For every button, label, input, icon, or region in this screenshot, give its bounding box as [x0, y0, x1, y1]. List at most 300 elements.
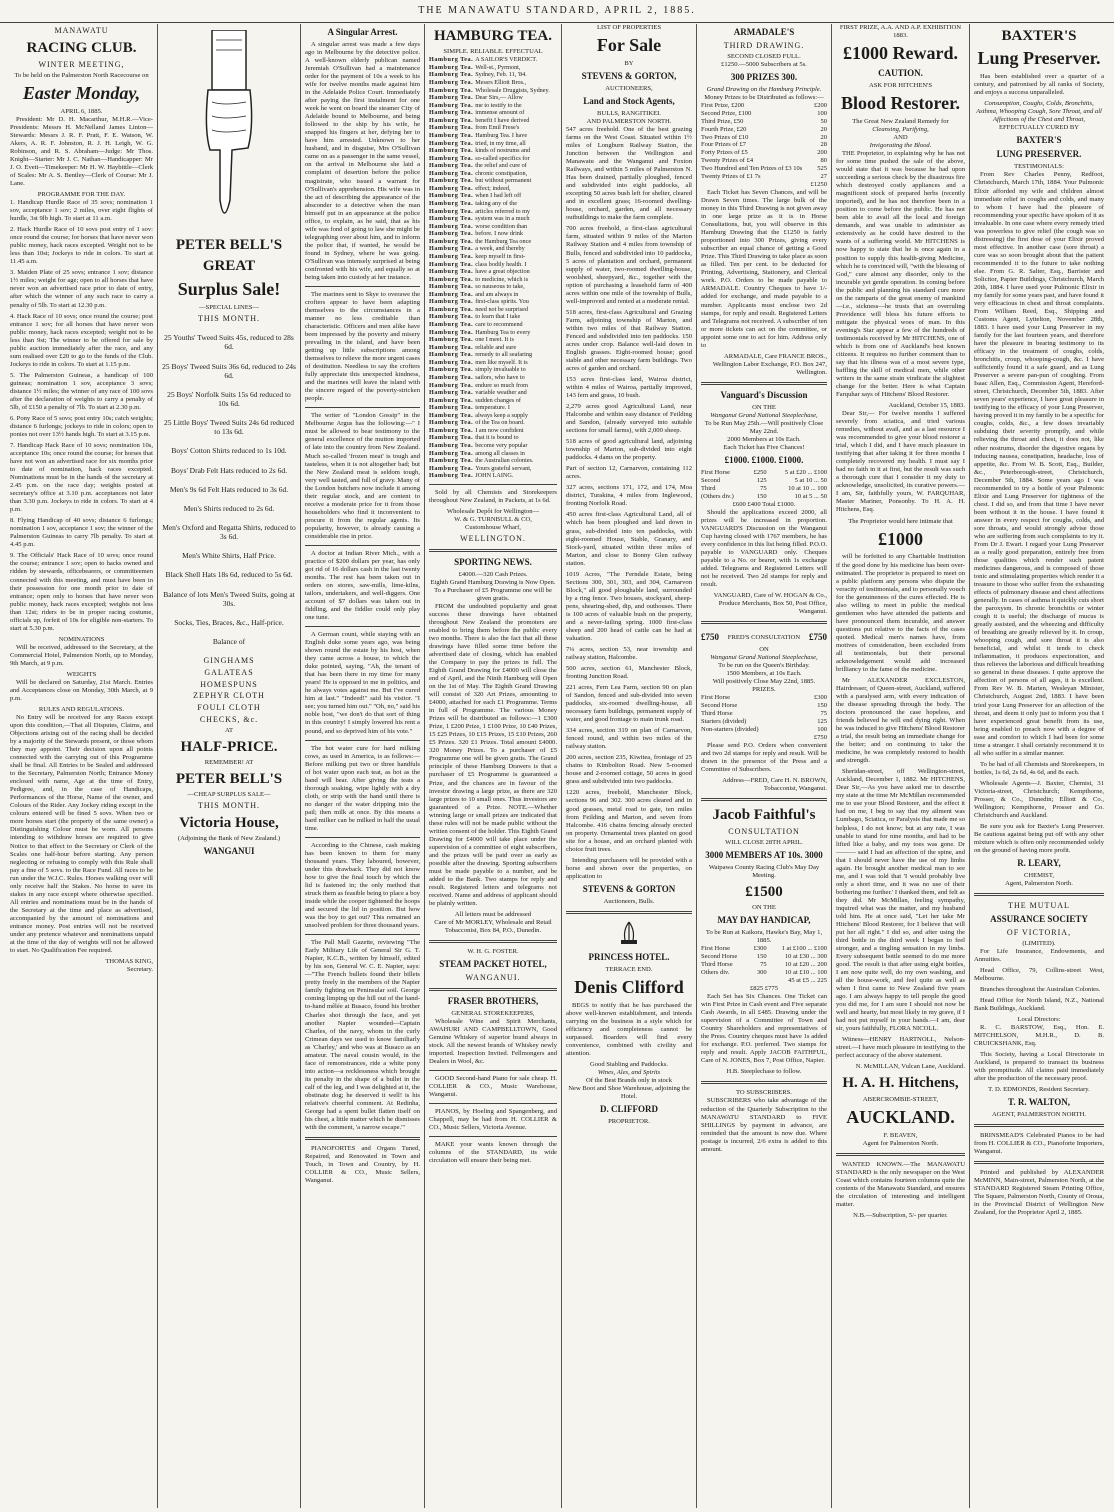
- prize-row: [701, 165, 827, 173]
- prize-cell: 10 at £30 ... 300: [784, 953, 827, 961]
- divider: [429, 988, 557, 991]
- subscribers-title: TO SUBSCRIBERS.: [736, 1089, 792, 1097]
- property-item: 518 acres, first-class Agricultural and Grazing Farm, adjoining township of Marton, and within two miles of that Railway Station. Fenced and subdivided into ten paddocks. 150 acres under crop. Balance well-laid down in English grasses. Eight-roomed house; good stable and other necessary farm buildings. Two acres of garden and orchard.: [566, 308, 692, 372]
- may-totals: £825 £775: [749, 985, 779, 993]
- sporting-title: SPORTING NEWS.: [454, 556, 532, 567]
- hamburg-fragment: I am now confident: [475, 426, 524, 434]
- hamburg-fragment: variable weather and: [475, 389, 527, 397]
- hamburg-brand: Hamburg Tea.: [429, 442, 476, 450]
- armadale-subs: £1250.—5000 Subscribers at 5s.: [721, 60, 807, 68]
- at-label: AT: [224, 726, 234, 734]
- hamburg-row: [429, 185, 557, 193]
- clifford-name-2: D. CLIFFORD: [600, 1104, 658, 1115]
- prize-cell: Second: [701, 476, 721, 484]
- hamburg-row: [429, 329, 557, 337]
- hamburg-row: [429, 276, 557, 284]
- fred-run: To be run on the Queen's Birthday.: [718, 662, 810, 670]
- sale-title: Surplus Sale!: [177, 278, 281, 299]
- hamburg-fragment: Dear Sirs,— Allow: [475, 94, 523, 102]
- prize-cell: Two Hundred and Ten Prizes of £3 10s: [701, 165, 803, 173]
- prize-cell: 80: [820, 157, 827, 165]
- fred-amount-right: £750: [808, 632, 827, 643]
- hamburg-fragment: class bodily health. I: [475, 260, 527, 268]
- may-run: To be Run at Kaikora, Hawke's Bay, May 1, 1885.: [705, 929, 823, 945]
- crown-feathers-icon: [609, 920, 649, 946]
- society-text: This Society, having a Local Directorate in Auckland, is prepared to transact its business with promptitude. All claims paid immediately after the production of the necessary proof.: [974, 1050, 1104, 1083]
- subscribers-text: SUBSCRIBERS who take advantage of the reduction of the Quarterly Subscription to the MANAWATU STANDARD to FIVE SHILLINGS by payment in advance, are reminded that the amount is now due. Where postage is incurred, 2/6 extra is added to this amount.: [701, 1097, 827, 1153]
- property-item: 327 acres, sections 171, 172, and 174, Moa district, Turakina, 4 miles from Inglewood, fronting Norfolk Road.: [566, 484, 692, 508]
- sporting-open: Eighth Grand Hamburg Drawing is Now Open.: [430, 578, 556, 586]
- terrace-end: TERRACE END.: [605, 965, 653, 973]
- half-price: HALF-PRICE.: [180, 738, 278, 755]
- prize-cell: Non-starters (divided): [701, 725, 759, 733]
- by-label: BY: [624, 59, 634, 67]
- sale-item: Black Shell Hats 18s 6d, reduced to 5s 6d.: [165, 570, 293, 580]
- hamburg-fragment: benefit I have derived: [475, 116, 530, 124]
- prize-row: [701, 149, 827, 157]
- hamburg-fragment: become very popular: [475, 442, 528, 450]
- divider: [429, 1136, 557, 1137]
- caution-label: CAUTION.: [878, 68, 923, 79]
- hamburg-brand: Hamburg Tea.: [429, 321, 476, 329]
- hamburg-row: [429, 291, 557, 299]
- hamburg-fragment: before. I now drink: [475, 230, 523, 238]
- hamburg-row: [429, 404, 557, 412]
- hamburg-brand: Hamburg Tea.: [429, 298, 476, 306]
- hamburg-fragment: Messrs Elliott Bros.,: [475, 79, 527, 87]
- race-item: 5. The Palmerston Guineas, a handicap of 100 guineas; nomination 1 sov, acceptance 3 sovs; distance 1½ miles; the winner of any race of 100 sovs after the declaration of weights to carry a penalty of 5lb, of £150 a penalty of 7lb. To start at 2.30 p.m.: [10, 371, 153, 411]
- hamburg-brand: Hamburg Tea.: [429, 116, 476, 124]
- hamburg-fragment: care to recommend: [475, 321, 523, 329]
- leary-name: R. LEARY,: [1017, 858, 1061, 869]
- prize-cell: 10 at £10 ... 100: [784, 969, 827, 977]
- hamburg-row: [429, 87, 557, 95]
- prize-cell: Second Horse: [701, 953, 738, 961]
- prize-cell: [701, 977, 749, 985]
- hamburg-brand: Hamburg Tea.: [429, 328, 476, 336]
- money-total: £1250: [810, 181, 827, 189]
- hamburg-brand: Hamburg Tea.: [429, 358, 476, 366]
- reward-title: £1000 Reward.: [843, 43, 958, 64]
- hamburg-fragment: endure so much from: [475, 381, 528, 389]
- prize-cell: 5 at £20 ... £100: [784, 468, 827, 476]
- hamburg-row: [429, 56, 557, 64]
- prize-cell: Second Horse: [701, 702, 738, 710]
- property-item: Part of section 12, Carnarvon, containing 112 acres.: [566, 465, 692, 481]
- prize-cell: Third Prize, £50: [701, 117, 744, 125]
- column-articles: [301, 24, 425, 1508]
- hamburg-brand: Hamburg Tea.: [429, 434, 476, 442]
- race-item: 8. Flying Handicap of 40 sovs; distance 6 furlongs; nomination 1 sov, acceptance 1 sov; the winner of the Palmerston Guineas to carry 7lb penalty. To start at 4.45 p.m.: [10, 517, 153, 549]
- witness-text: Witness—HENRY HARTNOLL, Nelson-street.—I have much pleasure in testifying to the perfect accuracy of the above statement.: [836, 1036, 965, 1060]
- hamburg-fragment: the Australian colonies.: [475, 457, 534, 465]
- prize-cell: First Horse: [701, 945, 731, 953]
- brinsmead-ad: BRINSMEAD'S Celebrated Pianos to be had from H. COLLIER & CO., Pianoforte Importers, Wanganui.: [974, 1132, 1104, 1156]
- hamburg-brand: Hamburg Tea.: [429, 177, 476, 185]
- hamburg-row: [429, 450, 557, 458]
- masthead: THE MANAWATU STANDARD, APRIL 2, 1885.: [0, 0, 1114, 23]
- fred-title: FRED'S CONSULTATION: [727, 633, 801, 641]
- hamburg-row: [429, 427, 557, 435]
- prize-row: [701, 726, 827, 734]
- hamburg-fragment: immense amount of: [475, 109, 525, 117]
- article-paragraph: The Pall Mall Gazette, reviewing "The Early Military Life of General Sir G. T. Napier, K.C.B., written by himself, edited by his son, General W. C. E. Napier, says:—"The French bullets found their billets pretty freely in the members of the Napier family fighting on Peninsular soil. George coming limping up the hill out of the hand-to-hand mêlée at Busaco, found his brother Charles shot through the face, and yet another Napier wounded—Captain Charles, of the navy, whom in the curly Crimean days we used to know familiarly as 'Charley,' and who was at Busaco as an amateur. The naval cousin would, in the face of remonstrances, ride a white pony into action—a recklessness which brought its penalty in the shape of a bullet in the calf of the leg, and I was delighted at it, the obstinate dog; he deserved it well! is his relative's cheerful comment. At Redinha, George had a spent bullet flatten itself on his chest, a little matter which he dismisses with the comment, 'a narrow escape.'": [305, 939, 420, 1131]
- clifford-name: Denis Clifford: [574, 976, 684, 997]
- column-properties: [562, 24, 697, 1508]
- hamburg-brand: Hamburg Tea.: [429, 366, 476, 374]
- prize-row: [701, 173, 827, 181]
- hamburg-testimonial: [429, 56, 557, 480]
- divider: [429, 1070, 557, 1071]
- hamburg-row: [429, 109, 557, 117]
- hamburg-brand: Hamburg Tea.: [429, 313, 476, 321]
- beaven-name: F. BEAVEN,: [883, 1131, 918, 1139]
- hamburg-brand: Hamburg Tea.: [429, 154, 476, 162]
- divider: [305, 740, 420, 741]
- prize-row: [701, 126, 827, 134]
- money-heading: Money Prizes to be Distributed as follows:—: [704, 93, 824, 101]
- hamburg-brand: Hamburg Tea.: [429, 404, 476, 412]
- hamburg-brand: Hamburg Tea.: [429, 139, 476, 147]
- hamburg-fragment: sudden changes of: [475, 396, 521, 404]
- firm-name-2: STEVENS & GORTON: [582, 883, 676, 894]
- hamburg-row: [429, 359, 557, 367]
- sale-item: Balance of lots Men's Tweed Suits, going at 30s.: [163, 589, 295, 608]
- prize-row: [701, 134, 827, 142]
- hamburg-fragment: Wholesale Druggists, Sydney.: [475, 86, 550, 94]
- hamburg-sold: Sold by all Chemists and Storekeepers throughout New Zealand, in Packets, at 1s 6d.: [429, 488, 557, 504]
- hamburg-fragment: sailors, who have to: [475, 373, 525, 381]
- fraser-general: GENERAL STOREKEEPERS,: [451, 1009, 535, 1017]
- prize-cell: First Horse: [701, 694, 731, 702]
- prize-cell: Fourth Prize, £20: [701, 125, 747, 133]
- fred-total: £750: [813, 733, 827, 741]
- prize-row: [701, 945, 827, 953]
- sale-item: Men's Shirts reduced to 2s 6d.: [183, 503, 275, 513]
- may-day-handicap: MAY DAY HANDICAP,: [717, 915, 811, 926]
- special-lines: —SPECIAL LINES—: [198, 303, 260, 311]
- meeting-date: APRIL 6, 1885.: [60, 107, 103, 115]
- prize-row: [701, 493, 827, 501]
- fred-on: ON: [759, 646, 769, 653]
- fabric-item: FOULI CLOTH: [197, 703, 261, 713]
- sale-item: Men's White Shirts, Half Price.: [182, 551, 276, 561]
- baxter-name-2: BAXTER'S: [1016, 135, 1062, 146]
- sale-item: 25 Boys' Tweed Suits 36s 6d, reduced to 24s 6d.: [162, 361, 296, 380]
- nominations-heading: NOMINATIONS: [58, 635, 105, 643]
- fred-amount-left: £750: [701, 632, 719, 643]
- hamburg-fragment: always keep a supply: [475, 411, 528, 419]
- hamburg-brand: Hamburg Tea.: [429, 147, 476, 155]
- auctioneers-label: AUCTIONEERS,: [605, 84, 653, 92]
- pointing-hand-icon: [194, 30, 264, 230]
- hamburg-row: [429, 94, 557, 102]
- weights-text: Will be declared on Saturday, 21st March. Entries and Acceptances close on Monday, 30th March, at 9 p.m.: [10, 678, 153, 702]
- prize-cell: 125: [756, 476, 767, 484]
- effectually-cured: EFFECTUALLY CURED BY: [998, 124, 1080, 132]
- prize-row: [701, 718, 827, 726]
- hamburg-brand: Hamburg Tea.: [429, 56, 476, 64]
- sale-item: 25 Little Boys' Tweed Suits 24s 6d reduced to 13s 6d.: [163, 418, 295, 437]
- hamburg-brand: Hamburg Tea.: [429, 290, 476, 298]
- head-office: Head Office, 79, Collins-street West, Melbourne.: [974, 966, 1104, 982]
- rules-text: No Entry will be received for any Races except upon this condition,—That all Disputes, Claims, and Objections arising out of the racing shall be decided by a majority of the Stewards present, or those whom they may appoint. Their decision upon all points connected with the carrying out of this Programme shall be final. All Entries to be Sealed and addressed to the Secretary, Palmerston North; Entrance Money enclosed with name, Age at the time of Entry, Pedigree, and, in the case of Handicaps, Performances of the Horse, Name of the owner, and Colours of the Rider. Any Jockey riding except in the colours entered will be fined 5 sovs. When two or more horses start (the property of the same owner) a Distinguishing Colour must be worn. All persons intending to withdraw horses are required to give Notice to that effect to the Secretary or Clerk of the Scales one half-hour before starting. Any person neglecting or refusing to comply with this Rule shall pay a fine of 5 sovs. to the Race Fund. All races to be run under the W.J.C. Rules. Horses walking over will only receive half the Stakes. No horse to save its stakes in any race except where otherwise specified. All entries and nominations must be in the hands of the Secretary at the time and place as advertised, accompanied by the amount of nominations and entrance money. Post entries will not be received under any pretence whatever and nominations unpaid at the time of the day of weights will not be allowed to start. No Qualification Fee required.: [10, 714, 153, 954]
- prize-cell: £250: [753, 468, 767, 476]
- programme-heading: PROGRAMME FOR THE DAY.: [37, 191, 126, 199]
- properties-title: LIST OF PROPERTIES: [597, 24, 661, 31]
- brands: Of the Best Brands only in stock: [585, 1077, 673, 1085]
- divider: [429, 484, 557, 485]
- race-item: 4. Hack Race of 10 sovs; once round the course; post entrance 1 sov; for all horses that have never won public money, hack races excepted; weight not to be less than 9st; The winner to be offered for sale by public auction immediately after the race, and any sum realised over £20 to go to the funds of the Club. Jockeys to ride in colors. To start at 1.15 p.m.: [10, 312, 153, 368]
- hamburg-row: [429, 64, 557, 72]
- subscription-note: N.B.—Subscription, 5/- per quarter.: [853, 1211, 948, 1219]
- hamburg-brand: Hamburg Tea.: [429, 472, 476, 480]
- hamburg-row: [429, 283, 557, 291]
- testimonials-text: From Rev Charles Penny, Redfoot, Christchurch, March 17th, 1884. Your Pulmonic Elixir afforded my wife and children almost immediate relief in coughs and colds, and many to whom I have had the pleasure of recommending your specific have spoken of it as invaluable. In one case where every remedy tried was powerless to give relief (the cough was so distressing) the first dose of your Elixir proved most effective. In another case (sore throat) a cure was so soon brought about that the patient recommended it to the future to take nothing else. From G. R. Salter, Esq., Barrister and Solicitor, Papier Buildings, Christchurch, March 20th, 1884. I have used your Pulmonic Elixir in my family for some years past, and have found it very efficacious in chest and throat complaints. From William Reed, Esq., Shipping and Customs Agent, Lyttelton, November 28th, 1883. I have used your Lung Preserver in my family for the last fourteen years, and therefore have the pleasure in bearing testimony to its efficacy in the treatment of coughs, colds, bronchitis, croup, whooping-cough, &c. I have sufficiently found it a safe guard, and as Lung Preserver a severe pan-pun of coughing. From Isaac Allen, Esq., Commission Agent, Hereford-street, Christchurch, December 5th, 1883. After seven years' experience, I have great pleasure in testifying to the efficacy of your Lung Preserver, having proved it in my family to be a specific for coughs, colds, &c., a few doses invariably subduing their severity promptly, and while relieving the throat and chest, it does not, like other nostrums, disorder the digestive organs by inducing nausea, constipation, headache, loss of appetite, &c. From W. B. Scott, Esq., Builder, &c., Peterborough-street, Christchurch, December 5th, 1884. Some years ago I was recommended to try a bottle of your Pulmonic Elixir and Lung Preserver for tightness of the chest. I did so, and from that time I have never been without it in the house. I have found it answer in every respect for coughs, colds, and sore throats, and would strongly advise those who are suffering from such complaints to try it. From Dr J. Ewart. I regard your Lung Preserver as a really good preparation, entirely free from those qualities which render such patent medicines dangerous, and is composed of those tonic and stimulating properties which render it a treasure to those who suffer from the exhausting effects of pulmonary disease and chest affections generally. In cases of asthma it quickly cuts short the paroxysm. In chronic bronchitis or winter cough it is useful; the discharge of mucus is greatly assisted, and the wheezing and difficulty of breathing are greatly relieved by it. In croup, whooping cough, and sore throat it is also beneficial, and whilst it tends to check inflammation, it produces expectoration, and thus relieves the laborious and difficult breathing so general in these diseases. I quite approve the affection of persons of all ages, it is excellent. From Rev W. B. Marten, Wesleyan Minister, Christchurch, August 2nd, 1883. I have been tried your Lung Preserver for an affection of the throat, and deem it only just to inform you that I have experienced great benefit from its use, being enabled to preach now with a degree of ease and comfort to which I had been for some time a stranger. I shall certainly recommend it to all who suffer in a similar manner.: [974, 171, 1104, 757]
- race-item: 9. The Officials' Hack Race of 10 sovs; once round the course; entrance 1 sov; open to hacks owned and ridden by stewards, officebearers, or committeemen connected with this meeting, and must have been in their possession for one month prior to date of entrance; open only to horses that have never won public money, hack races excepted; weights not less than 12st; riders to be in proper racing costume, officials up, forfeit of 10s for eligible non-starters. To start at 5.30 p.m.: [10, 552, 153, 632]
- divider: [974, 893, 1104, 896]
- may-prize-table: [701, 945, 827, 985]
- hamburg-row: [429, 177, 557, 185]
- prize-cell: 525: [817, 165, 827, 173]
- victoria-title: OF VICTORIA,: [1006, 927, 1072, 937]
- hamburg-brand: Hamburg Tea.: [429, 411, 476, 419]
- hamburg-fragment: of the Tea on board.: [475, 419, 525, 427]
- jacob-amount: £1500: [745, 884, 783, 901]
- property-list: [566, 126, 692, 854]
- hamburg-brand: Hamburg Tea.: [429, 351, 476, 359]
- column-peter-bell: [158, 24, 301, 1508]
- nz-office: Head Office for North Island, N.Z., National Bank Buildings, Auckland.: [974, 996, 1104, 1012]
- hamburg-brand: Hamburg Tea.: [429, 245, 476, 253]
- eccleston-text: Mr ALEXANDER EXCLESTON, Hairdresser, of Queen-street, Auckland, suffered with a paralysed arm, with every indication of the disease spreading through the body. The doctors pronounced the case hopeless, and friends believed he will end dying right. When he was induced to give Hitchens' Blood Restorer a trial, the result being an immediate change for the better; and on continuing to take the medicine, he was completely restored to health and strength.: [836, 676, 965, 765]
- leary-chemist: CHEMIST,: [1023, 872, 1055, 880]
- hamburg-row: [429, 261, 557, 269]
- hamburg-fragment: so-called specifics for: [475, 154, 530, 162]
- hamburg-row: [429, 306, 557, 314]
- prize-row: [701, 702, 827, 710]
- fred-race: Wanganui Grand National Steeplechase,: [710, 654, 818, 662]
- prize-cell: Others div.: [701, 969, 730, 977]
- meeting-day: Easter Monday,: [22, 82, 141, 103]
- hamburg-row: [429, 71, 557, 79]
- hamburg-brand: Hamburg Tea.: [429, 283, 476, 291]
- property-item: 700 acres freehold, a first-class agricultural farm, situated within 9 miles of the Marton Railway Station and 4 miles from township of Bulls, fenced and subdivided into 10 paddocks, 5 acres of plantation and orchard, permanent supply of water, two-roomed dwelling-house, woolshed, sheepyard, &c., together with the option of purchasing a leasehold farm of 400 acres within one mile of the township of Bulls, well-improved and rented at a moderate rental.: [566, 225, 692, 305]
- wanted-known: WANTED KNOWN.—The MANAWATU STANDARD is the only newspaper on the West Coast which contains fourteen columns quite the contents of the Manawatu Standard, and ensures the circulation of interesting and intelligent matter.: [836, 1160, 965, 1208]
- hamburg-brand: Hamburg Tea.: [429, 192, 476, 200]
- column-baxter: [970, 24, 1108, 1508]
- remember-label: REMEMBER! AT: [204, 758, 254, 766]
- hamburg-fragment: Hamburg Tea to every: [475, 328, 531, 336]
- hamburg-tagline: SIMPLE. RELIABLE. EFFECTUAL: [443, 48, 543, 56]
- divider: [305, 626, 420, 627]
- prize-cell: £300: [753, 945, 767, 953]
- hamburg-brand: Hamburg Tea.: [429, 222, 476, 230]
- article-title: A Singular Arrest.: [327, 27, 398, 37]
- hamburg-brand: Hamburg Tea.: [429, 464, 476, 472]
- vanguard-title: Vanguard's Discussion: [720, 389, 808, 400]
- meeting-intro: To be held on the Palmerston North Racecourse on: [14, 71, 149, 79]
- hamburg-fragment: one I meet. It is: [475, 336, 514, 344]
- big-reward: £1000: [878, 528, 923, 549]
- second-closed: SECOND CLOSED FULL.: [727, 52, 801, 60]
- hamburg-row: [429, 162, 557, 170]
- third-drawing: THIRD DRAWING.: [723, 40, 805, 50]
- on-the-label: ON THE: [752, 403, 776, 411]
- prize-row: [701, 485, 827, 493]
- hamburg-row: [429, 434, 557, 442]
- race-list: [10, 199, 153, 633]
- hamburg-brand: Hamburg Tea.: [429, 101, 476, 109]
- divider: [429, 549, 557, 552]
- column-racing-club: [6, 24, 158, 1508]
- hamburg-fragment: and am always in: [475, 290, 519, 298]
- divider: [305, 407, 420, 408]
- hamburg-brand: Hamburg Tea.: [429, 373, 476, 381]
- directors-heading: Local Directors:: [1017, 1015, 1061, 1023]
- hamburg-brand: Hamburg Tea.: [429, 86, 476, 94]
- prize-cell: Forty Prizes of £5: [701, 149, 748, 157]
- balance-label: Balance of: [212, 637, 246, 646]
- prize-cell: Third Horse: [701, 710, 733, 718]
- hamburg-brand: Hamburg Tea.: [429, 79, 476, 87]
- officials: President: Mr D. H. Macarthur, M.H.R.—Vice-Presidents: Messrs H. McNelland James Linton—Stewards: Messrs J. R. F. Pratt, F. E. Watson, W. Akers, A. R. F. Johnston, R. J. H. Leigh, W. G. Robinson, and R. S. Abraham—Judge: Mr Thos. Knight—Starter: Mr J. C. Nathan—Handicapper: Mr J. O. Evett—Timekeeper: Mr H. W. Haybittle—Clerk of Scales: Mr A. S. Bentley—Clerk of Course: Mr J. Lane.: [10, 115, 153, 188]
- hamburg-row: [429, 223, 557, 231]
- divider: [305, 286, 420, 287]
- property-item: 1220 acres, freehold, Manchester Block, sections 96 and 302. 300 acres cleared and in good grasses, metal road to gate, ten miles from Feilding and Marton, and seven from Halcombe. 416 chains fencing already erected on property. Ornamental trees planted on good site for a house, and an orchard planted with choice fruit trees.: [566, 789, 692, 853]
- hamburg-brand: Hamburg Tea.: [429, 449, 476, 457]
- fred-signature: Address—FRED, Care H. N. BROWN, Tobacconist, Wanganui.: [722, 776, 827, 792]
- prize-cell: 150: [756, 953, 767, 961]
- for-sale: For Sale: [596, 35, 662, 56]
- hamburg-row: [429, 208, 557, 216]
- prize-row: [701, 710, 827, 718]
- hamburg-brand: Hamburg Tea.: [429, 109, 476, 117]
- hamburg-fragment: articles referred to my: [475, 207, 531, 215]
- hitchens-name: H. A. H. Hitchens,: [842, 1075, 959, 1092]
- fraser-brothers: FRASER BROTHERS,: [447, 995, 539, 1006]
- sporting-address: All letters must be addressed: [454, 911, 532, 919]
- hamburg-fragment: to medicine, which is: [475, 275, 529, 283]
- walton-name: T. R. WALTON,: [1008, 1097, 1070, 1108]
- armadale-signature: ARMADALE, Care FRANCE BROS., Wellington Labor Exchange, P.O. Box 247, Wellington.: [712, 352, 827, 376]
- hamburg-fragment: Hamburg Tea. I have: [475, 131, 528, 139]
- prize-cell: Third Horse: [701, 961, 733, 969]
- baxter-caution: Be sure you ask for Baxter's Lung Preserver. Be cautious against being put off with any other mixture which is often only recommended solely on the ground of having more profit.: [974, 822, 1104, 855]
- hamburg-fragment: from Emil Frese's: [475, 124, 520, 132]
- hamburg-city: WELLINGTON.: [460, 533, 526, 543]
- hamburg-fragment: temperature. I: [475, 404, 510, 412]
- baxter-agents: Wholesale Agents—J. Baxter, Chemist, 31 Victoria-street, Christchurch; Kempthorne, Prosser, & Co., Dunedin; Elliott & Co., Wellington; Kempthorne, Prosser and Co. Christchurch and Auckland.: [974, 779, 1104, 819]
- prize-cell: 100: [817, 725, 827, 733]
- weights-heading: WEIGHTS: [66, 670, 97, 678]
- prize-cell: 50: [820, 117, 827, 125]
- divider: [566, 911, 692, 914]
- directors: R. C. BARSTOW, Esq., Hon. E. MITCHELSON, M.H.R., D. B. CRUICKSHANK, Esq.: [974, 1023, 1104, 1047]
- prize-cell: 300: [756, 969, 767, 977]
- hamburg-wharf: Customhouse Wharf,: [465, 523, 521, 531]
- sale-item: 25 Boys' Norfolk Suits 15s 6d reduced to 10s 6d.: [167, 389, 291, 409]
- jacob-members: 3000 MEMBERS AT 10s. 3000: [705, 850, 823, 861]
- vanguard-amounts: £1000. £1000. £1000.: [724, 454, 804, 465]
- baxter-intro: Has been established over a quarter of a century, and patronised by all ranks of Society, and enjoys a success unparalleled.: [974, 73, 1104, 97]
- property-item: 2,279 acres good Agricultural Land, near Halcombe and within easy distance of Feilding and Sandon, (already surveyed into suitable sections for small farms), with 2,000 sheep.: [566, 403, 692, 435]
- resident-secretary: T. D. EDMONDS, Resident Secretary.: [988, 1086, 1090, 1094]
- prize-cell: 150: [756, 492, 767, 500]
- fabric-item: GINGHAMS: [203, 656, 255, 666]
- race-item: 6. Pony Race of 5 sovs; post entry 10s; catch weights; distance 6 furlongs; jockeys to ride in colors; open to ponies not over 13½ hands high. To start at 3.15 p.m.: [10, 414, 153, 438]
- great-label: GREAT: [202, 258, 256, 275]
- hamburg-row: [429, 382, 557, 390]
- article-paragraph: According to the Chinese, cash making has been known to them for many thousand years. They laboured, however, under this drawback. They did not know how to give the final touch by which the lid is fastened in; the only method that struck them as feasible being to place a boy inside while the cooper tightened the hoops and secured the lid in position. But how was the boy to get out? This remained an unsolved problem for three thousand years.: [305, 841, 420, 930]
- hamburg-fragment: effect; indeed,: [475, 184, 511, 192]
- cleansing-line: Cleansing, Purifying,: [872, 126, 929, 133]
- hamburg-row: [429, 321, 557, 329]
- hamburg-fragment: A SAILOR'S VERDICT.: [475, 56, 538, 64]
- sporting-prizes: £4000.—320 Cash Prizes.: [458, 570, 528, 578]
- vanguard-signature: VANGUARD, Care of W. HOGAN & Co., Produce Merchants, Box 50, Post Office, Wanganui.: [713, 591, 827, 615]
- hamburg-fragment: so nauseous to take,: [475, 283, 525, 291]
- stabling: Good Stabling and Paddocks.: [589, 1060, 669, 1068]
- vanguard-members: 2000 Members at 10s Each.: [727, 435, 801, 443]
- hamburg-title: HAMBURG TEA.: [433, 28, 553, 44]
- hamburg-fragment: reliable and sure: [475, 343, 517, 351]
- rules-heading: RULES AND REGULATIONS.: [38, 705, 125, 713]
- piano-hoeling: PIANOS, by Hoeling and Spangenberg, and Chappell, may be had from H. COLLIER & CO., Music Sellers, Victoria Avenue.: [429, 1108, 557, 1132]
- sporting-purchaser: To a Purchaser of £5 Programme one will be given gratis.: [434, 586, 552, 602]
- foster-town: WANGANUI.: [465, 973, 521, 983]
- hamburg-brand: Hamburg Tea.: [429, 169, 476, 177]
- auctioneers-bulls: Auctioneers, Bulls.: [603, 897, 655, 905]
- divider: [701, 382, 827, 385]
- prize-cell: 45 at £5 ... 225: [788, 977, 827, 985]
- hamburg-fragment: a week, and thereby: [475, 245, 525, 253]
- hamburg-fragment: the Hamburg Tea once: [475, 237, 532, 245]
- hamburg-row: [429, 344, 557, 352]
- hamburg-fragment: when I had left off: [475, 192, 522, 200]
- hamburg-row: [429, 412, 557, 420]
- property-item: 518 acres of good agricultural land, adjoining township of Marton, sub-divided into eight paddocks. 4 dams on the property.: [566, 438, 692, 462]
- hitchens-street: ABERCROMBIE-STREET,: [862, 1095, 939, 1103]
- hamburg-fragment: me to testify to the: [475, 101, 522, 109]
- sale-item: Socks, Ties, Braces, &c., Half-price.: [174, 617, 284, 627]
- club-heading: MANAWATU: [54, 26, 109, 35]
- property-item: 334 acres, section 319 on plan of Carnarvon, fenced round, and within two miles of the railway station.: [566, 727, 692, 751]
- divider: [701, 1081, 827, 1084]
- prize-cell: First Horse: [701, 468, 731, 476]
- fraser-text: Wholesale Wine and Spirit Merchants, AWAHURI AND CAMPBELLTOWN, Good Genuine Whiskey of superior brand always in stock. All the newest brands of Whiskey newly imported. Inspection Invited. Fellmongers and Dealers in Wool, &c.: [429, 1017, 557, 1066]
- hamburg-row: [429, 215, 557, 223]
- hamburg-row: [429, 419, 557, 427]
- victoria-house: Victoria House,: [179, 815, 279, 832]
- hamburg-row: [429, 245, 557, 253]
- fabric-item: HOMESPUNS: [200, 679, 258, 689]
- prize-cell: 5 at 10 ... 50: [794, 476, 827, 484]
- firm-name: STEVENS & GORTON,: [581, 71, 677, 82]
- prize-row: [701, 969, 827, 977]
- hamburg-fragment: simply invaluable to: [475, 366, 526, 374]
- sporting-text: FROM the undoubted popularity and great success these drawings have obtained throughout New Zealand the promoters are enabled to bring them before the public every two months. There is also the fact that all these drawings have filled some time before the advertised date of closing, which has enabled the Company to pay the prizes in full. The Eighth Grand Drawing for £4000 will close the end of April, and the Ninth Hamburg will Open on the 1st of May. The Eighth Grand Drawing will consist of 320 Art Prizes, amounting to £4000, attached for each £1 Programme. Terms in full of Programme. The various Money Prizes will be distributed as follows:—1 £300 Prize, 1 £200 Prize, 1 £100 Prize, 10 £40 Prizes, 15 £25 Prizes, 10 £15 Prizes, 15 £10 Prizes, 260 £5 Prizes. 320 £1 Prizes. Total amount £4000. 320 Money Prizes. To a purchaser of £5 Programme one will be given gratis. The Grand principle of these Hamburg Drawers is that a purchaser of £5 Programme is guaranteed a Prize, and the chances are in favour of the investor drawing a large prize, as there are 320 large prizes to 10 small ones. Thus investors are guaranteed of a Prize. NOTE.—Whether winning large or small prizes are indicated that these rules will not be made public without the written consent of the holder. This Eighth Grand Drawing for £4000 will take place under the supervision of a committee of eight subscribers, and the prizes will be paid over as early as possible after the drawing. Sporting subscribers must be made payable to a number, and be added to the Bank. Two stamps for reply and result. Registered letters and telegrams not received. Name and address of applicant should be plainly written.: [429, 602, 557, 907]
- hamburg-row: [429, 192, 557, 200]
- waipawa: Waipawa County Racing Club's May Day Meeting.: [708, 864, 820, 880]
- hamburg-brand: Hamburg Tea.: [429, 457, 476, 465]
- vanguard-run: To be Run May 25th.—Will positively Close May 22nd.: [704, 419, 824, 435]
- hamburg-fragment: chronic constipation,: [475, 169, 528, 177]
- hamburg-brand: Hamburg Tea.: [429, 268, 476, 276]
- piano-sale: GOOD Second-hand Piano for sale cheap. H. COLLIER & CO., Music Warehouse, Wanganui.: [429, 1075, 557, 1099]
- hamburg-brand: Hamburg Tea.: [429, 207, 476, 215]
- fabric-item: GALATEAS: [204, 667, 254, 677]
